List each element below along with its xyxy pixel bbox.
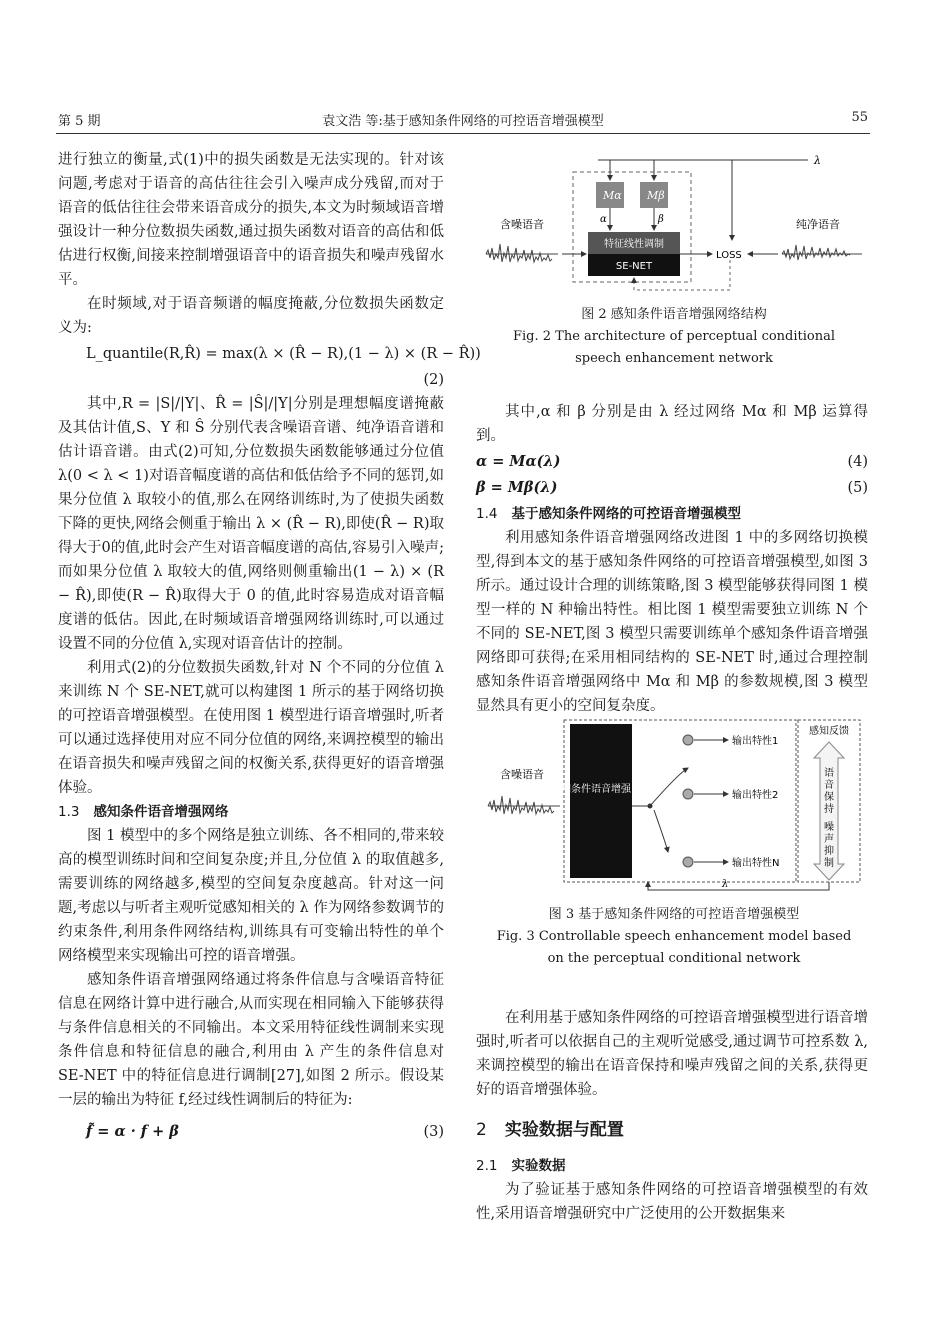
caption-en: on the perceptual conditional network	[547, 951, 801, 966]
modulation-label: 特征线性调制	[604, 239, 664, 250]
equation-number: (4)	[847, 454, 868, 470]
network-box	[570, 724, 632, 878]
equation-5	[476, 476, 868, 500]
running-title: 袁文浩 等:基于感知条件网络的可控语音增强模型	[322, 114, 604, 129]
output-1-label: 输出特性1	[732, 736, 779, 747]
equation-number: (5)	[847, 480, 868, 496]
section-heading-1-4: 1.4 基于感知条件网络的可控语音增强模型	[476, 506, 741, 522]
paragraph: 其中,R = |S|/|Y|、R̂ = |Ŝ|/|Y|分别是理想幅度谱掩蔽及其估计值,S、Y 和 Ŝ 分别代表含噪语音谱、纯净语音谱和估计语音谱。由式(2)可知,分位数损失函数能够通过分位值 λ(0 < λ < 1)对语音幅度谱的高估和低估给予不同的惩罚,如果分位值 λ 取较小的值,那么在网络训练时,为了使损失函数下降的更快,网络会侧重于输出 λ × (R̂ − R),即使(R̂ − R)取得大于0的值,此时会产生对语音幅度谱的高估,容易引入噪声;而如果分位值 λ 取较大的值,网络则侧重输出(1 − λ) × (R − R̂),即使(R − R̂)取得大于 0 的值,此时容易造成对语音幅度谱的低估。因此,在时频域语音增强网络训练时,可以通过设置不同的分位值 λ,实现对语音估计的控制。	[58, 396, 444, 652]
page-number: 55	[851, 110, 868, 125]
output-n-label: 输出特性N	[732, 858, 780, 869]
paragraph: 其中,α 和 β 分别是由 λ 经过网络 Mα 和 Mβ 运算得到。	[476, 404, 868, 444]
equation-3	[58, 1120, 444, 1144]
noisy-label: 含噪语音	[500, 218, 544, 231]
right-column-lower	[476, 1006, 868, 1226]
issue-number: 第 5 期	[58, 114, 101, 129]
suppress-label: 噪声抑制	[824, 822, 834, 869]
paragraph: 图 1 模型中的多个网络是独立训练、各不相同的,带来较高的模型训练时间和空间复杂度;并且,分位值 λ 的取值越多,需要训练的网络越多,模型的空间复杂度越高。针对这一问题,考虑以与听者主观听觉感知相关的 λ 作为网络参数调节的约束条件,利用条件网络结构,训练具有可变输出特性的单个网络模型来实现输出可控的语音增强。	[58, 828, 444, 964]
feedback-label: 感知反馈	[809, 726, 849, 737]
output-2-label: 输出特性2	[732, 790, 779, 801]
lambda-label: λ	[814, 154, 821, 167]
header-rule	[56, 133, 870, 134]
equation-text: α = Mα(λ)	[476, 453, 561, 470]
paragraph: 感知条件语音增强网络通过将条件信息与含噪语音特征信息在网络计算中进行融合,从而实现在相同输入下能够获得与条件信息相关的不同输出。本文采用特征线性调制来实现条件信息和特征信息的融合,利用由 λ 产生的条件信息对 SE-NET 中的特征信息进行调制[27],如图 2 所示。假设某一层的输出为特征 f,经过线性调制后的特征为:	[58, 972, 444, 1108]
left-column	[58, 148, 481, 1146]
equation-text: L_quantile(R,R̂) = max(λ × (R̂ − R),(1 − λ) × (R − R̂))	[86, 346, 481, 362]
alpha-label: α	[600, 214, 607, 225]
figure-2-diagram	[478, 150, 870, 300]
caption-cn: 图 2 感知条件语音增强网络结构	[581, 307, 767, 322]
m-alpha-label: Mα	[603, 189, 622, 202]
equation-4	[476, 450, 868, 474]
paragraph: 为了验证基于感知条件网络的可控语音增强模型的有效性,采用语音增强研究中广泛使用的公开数据集来	[476, 1182, 868, 1222]
caption-cn: 图 3 基于感知条件网络的可控语音增强模型	[548, 907, 800, 922]
right-column	[476, 400, 868, 718]
lambda-label: λ	[722, 879, 729, 890]
paragraph: 进行独立的衡量,式(1)中的损失函数是无法实现的。针对该问题,考虑对于语音的高估往往会引入噪声成分残留,而对于语音的低估往往会带来语音成分的损失,本文为时频域语音增强设计一种分位数损失函数,通过损失函数对语音的高估和低估进行权衡,间接来控制增强语音中的语音损失和噪声残留水平。	[58, 152, 444, 288]
equation-number: (3)	[423, 1124, 444, 1140]
section-heading-2: 2 实验数据与配置	[476, 1120, 624, 1140]
paragraph: 在利用基于感知条件网络的可控语音增强模型进行语音增强时,听者可以依据自己的主观听觉感受,通过调节可控系数 λ,来调控模型的输出在语音保持和噪声残留之间的关系,获得更好的语音增强体验。	[476, 1010, 868, 1098]
m-beta-label: Mβ	[647, 189, 665, 202]
equation-number: (2)	[423, 372, 444, 388]
caption-en: speech enhancement network	[575, 351, 773, 366]
noisy-label: 含噪语音	[500, 768, 544, 781]
figure-3-diagram	[478, 714, 870, 894]
equation-2	[58, 342, 481, 366]
figure-3-caption	[476, 904, 872, 970]
paragraph: 在时频域,对于语音频谱的幅度掩蔽,分位数损失函数定义为:	[58, 296, 444, 336]
network-label: 感知条件语音增强网络	[551, 784, 651, 795]
caption-en: Fig. 3 Controllable speech enhancement model based	[496, 929, 852, 944]
senet-label: SE-NET	[615, 261, 653, 272]
paragraph: 利用感知条件语音增强网络改进图 1 中的多网络切换模型,得到本文的基于感知条件网络的可控语音增强模型,如图 3 所示。通过设计合理的训练策略,图 3 模型能够获得同图 1 模型一样的 N 种输出特性。相比图 1 模型需要独立训练 N 个不同的 SE-NET,图 3 模型只需要训练单个感知条件语音增强网络即可获得;在采用相同结构的 SE-NET 时,通过合理控制感知条件语音增强网络中 Mα 和 Mβ 的参数规模,图 3 模型显然具有更小的空间复杂度。	[476, 530, 868, 714]
paragraph: 利用式(2)的分位数损失函数,针对 N 个不同的分位值 λ 来训练 N 个 SE-NET,就可以构建图 1 所示的基于网络切换的可控语音增强模型。在使用图 1 模型进行语音增强时,听者可以通过选择使用对应不同分位值的网络,来调控模型的输出在语音损失和噪声残留之间的权衡关系,获得更好的语音增强体验。	[58, 660, 444, 796]
keep-label: 语音保持	[824, 768, 834, 815]
equation-text: f̃ = α · f + β	[86, 1123, 179, 1140]
running-header	[58, 110, 868, 132]
noisy-waveform	[488, 796, 560, 814]
beta-label: β	[658, 214, 664, 225]
section-heading-1-3: 1.3 感知条件语音增强网络	[58, 804, 229, 820]
section-heading-2-1: 2.1 实验数据	[476, 1158, 566, 1174]
caption-en: Fig. 2 The architecture of perceptual conditional	[512, 329, 836, 344]
noisy-waveform	[486, 244, 558, 262]
clean-label: 纯净语音	[796, 218, 840, 231]
loss-label: LOSS	[716, 250, 742, 261]
equation-text: β = Mβ(λ)	[476, 479, 558, 496]
figure-2-caption	[476, 304, 872, 370]
clean-waveform	[782, 245, 862, 260]
